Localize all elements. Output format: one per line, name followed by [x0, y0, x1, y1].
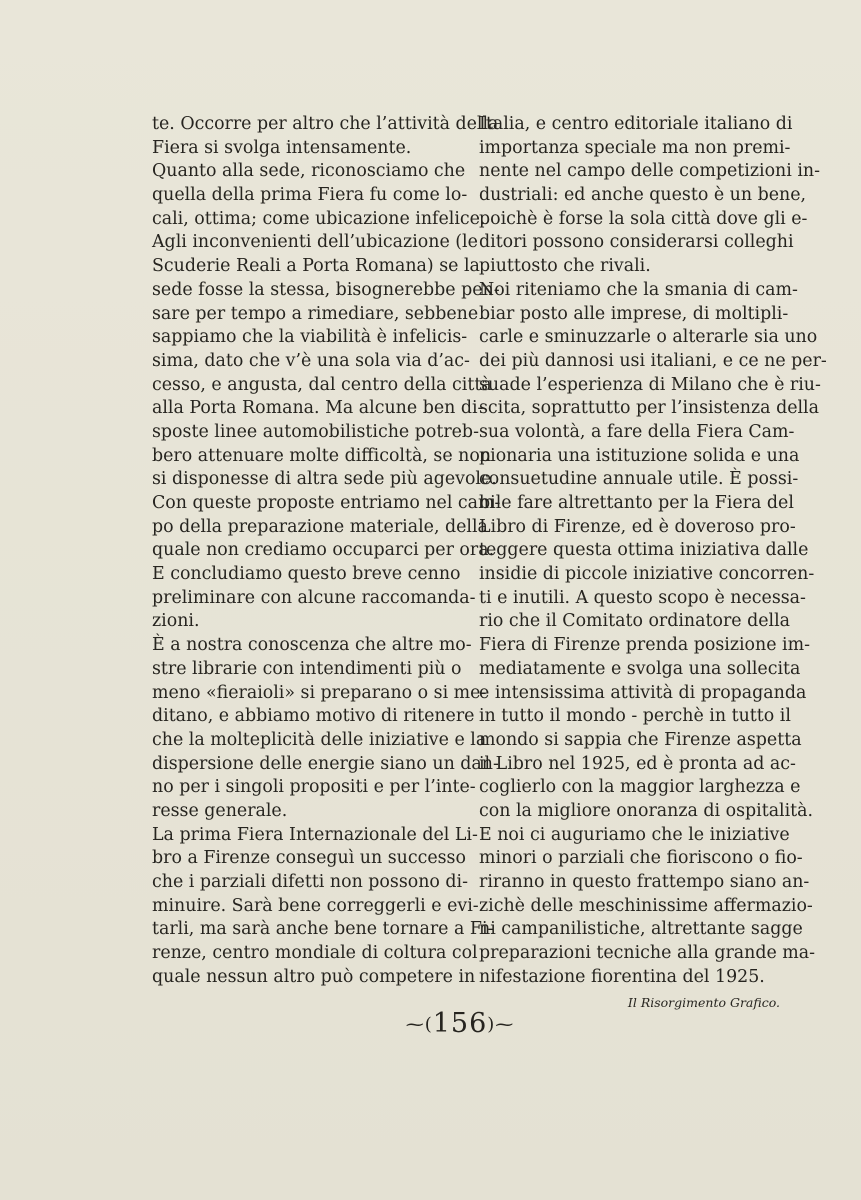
folio-ornament-left: ⁓(: [405, 1014, 433, 1035]
right-column-line: Italia, e centro editoriale italiano di: [479, 114, 793, 134]
left-column-line: stre librarie con intendimenti più o: [152, 658, 462, 679]
right-column-line: riranno in questo frattempo siano an-: [479, 872, 810, 892]
left-column-line: quale non crediamo occuparci per ora.: [152, 540, 495, 561]
right-column-line: piuttosto che rivali.: [479, 256, 651, 277]
left-column-line: sare per tempo a rimediare, sebbene: [152, 303, 479, 324]
right-column-line: carle e sminuzzarle o alterarle sia uno: [479, 327, 818, 348]
left-column-line: zioni.: [152, 611, 200, 632]
left-column-line: Fiera si svolga intensamente.: [152, 137, 412, 158]
left-column-line: meno «fieraioli» si preparano o si me-: [152, 682, 487, 703]
right-column-line: importanza speciale ma non premi-: [479, 137, 791, 158]
left-column-line: si disponesse di altra sede più agevole.: [152, 469, 497, 490]
right-column-line: in tutto il mondo - perchè in tutto il: [479, 706, 791, 727]
left-column-line: alla Porta Romana. Ma alcune ben di-: [152, 398, 484, 419]
left-column-line: tarli, ma sarà anche bene tornare a Fi-: [152, 919, 494, 940]
left-column-line: cesso, e angusta, dal centro della città: [152, 374, 492, 395]
right-column-line: coglierlo con la maggior larghezza e: [479, 777, 801, 798]
left-column-line: bro a Firenze conseguì un successo: [152, 848, 466, 869]
right-column: [479, 113, 827, 989]
left-column: [152, 113, 501, 989]
right-column-line: biar posto alle imprese, di moltipli-: [479, 303, 789, 324]
left-column-line: Con queste proposte entriamo nel cam-: [152, 493, 501, 513]
right-column-line: mondo si sappia che Firenze aspetta: [479, 729, 802, 750]
right-column-line: scita, soprattutto per l’insistenza della: [479, 398, 819, 419]
left-column-line: renze, centro mondiale di coltura col: [152, 943, 478, 964]
right-column-line: pionaria una istituzione solida e una: [479, 445, 800, 466]
left-column-line: minuire. Sarà bene correggerli e evi-: [152, 895, 479, 916]
right-column-line: dei più dannosi usi italiani, e ce ne per-: [479, 350, 827, 371]
folio-ornament-right: )⁓: [487, 1014, 515, 1035]
left-column-line: È a nostra conoscenza che altre mo-: [152, 635, 472, 656]
right-column-line: consuetudine annuale utile. È possi-: [479, 469, 799, 490]
right-column-line: rio che il Comitato ordinatore della: [479, 611, 791, 632]
source-signature: Il Risorgimento Grafico.: [627, 995, 780, 1010]
left-column-line: no per i singoli propositi e per l’inte-: [152, 777, 476, 798]
left-column-line: sposte linee automobilistiche potreb-: [152, 421, 479, 442]
right-column-line: zichè delle meschinissime affermazio-: [479, 895, 813, 916]
right-column-line: nifestazione fiorentina del 1925.: [479, 966, 765, 987]
left-column-line: dispersione delle energie siano un dan-: [152, 753, 499, 774]
left-column-line: po della preparazione materiale, della: [152, 516, 488, 537]
right-column-line: teggere questa ottima iniziativa dalle: [479, 540, 809, 561]
left-column-line: cali, ottima; come ubicazione infelice.: [152, 208, 486, 229]
left-column-line: che i parziali difetti non possono di-: [152, 872, 468, 892]
right-column-line: poichè è forse la sola città dove gli e-: [479, 208, 808, 229]
left-column-line: te. Occorre per altro che l’attività della: [152, 114, 499, 134]
right-column-line: insidie di piccole iniziative concorren-: [479, 564, 815, 585]
left-column-line: ditano, e abbiamo motivo di ritenere: [152, 706, 475, 727]
left-column-line: preliminare con alcune raccomanda-: [152, 587, 476, 608]
right-column-line: Fiera di Firenze prenda posizione im-: [479, 635, 810, 656]
left-column-line: quella della prima Fiera fu come lo-: [152, 185, 468, 206]
left-column-line: sede fosse la stessa, bisognerebbe pen-: [152, 279, 500, 300]
right-column-line: mediatamente e svolga una sollecita: [479, 658, 801, 679]
left-column-line: E concludiamo questo breve cenno: [152, 564, 461, 585]
right-column-line: E noi ci auguriamo che le iniziative: [479, 824, 790, 845]
right-column-line: Libro di Firenze, ed è doveroso pro-: [479, 516, 796, 537]
left-column-line: La prima Fiera Internazionale del Li-: [152, 824, 478, 845]
right-column-line: sua volontà, a fare della Fiera Cam-: [479, 421, 795, 442]
left-column-line: bero attenuare molte difficoltà, se non: [152, 445, 492, 466]
left-column-line: Agli inconvenienti dell’ubicazione (le: [152, 232, 478, 253]
left-column-line: sima, dato che v’è una sola via d’ac-: [152, 350, 470, 371]
right-column-line: minori o parziali che fioriscono o fio-: [479, 848, 803, 869]
left-column-line: Quanto alla sede, riconosciamo che: [152, 161, 466, 182]
right-column-line: bile fare altrettanto per la Fiera del: [479, 493, 794, 513]
left-column-line: quale nessun altro può competere in: [152, 966, 476, 987]
right-column-line: preparazioni tecniche alla grande ma-: [479, 943, 816, 964]
left-column-line: che la molteplicità delle iniziative e la: [152, 729, 487, 750]
right-column-line: e intensissima attività di propaganda: [479, 682, 807, 703]
right-column-line: ni campanilistiche, altrettante sagge: [479, 919, 803, 940]
right-column-line: ti e inutili. A questo scopo è necessa-: [479, 587, 806, 608]
right-column-line: il Libro nel 1925, ed è pronta ad ac-: [479, 753, 796, 774]
left-column-line: sappiamo che la viabilità è infelicis-: [152, 327, 468, 348]
left-column-line: Scuderie Reali a Porta Romana) se la: [152, 256, 480, 277]
left-column-line: resse generale.: [152, 800, 288, 821]
page-number: [380, 1008, 540, 1039]
page-number-value: 156: [432, 1008, 488, 1039]
right-column-line: ditori possono considerarsi colleghi: [479, 232, 794, 253]
right-column-line: suade l’esperienza di Milano che è riu-: [479, 374, 821, 395]
right-column-line: dustriali: ed anche questo è un bene,: [479, 185, 807, 206]
right-column-line: Noi riteniamo che la smania di cam-: [479, 279, 798, 300]
right-column-line: nente nel campo delle competizioni in-: [479, 161, 820, 182]
right-column-line: con la migliore onoranza di ospitalità.: [479, 800, 814, 821]
